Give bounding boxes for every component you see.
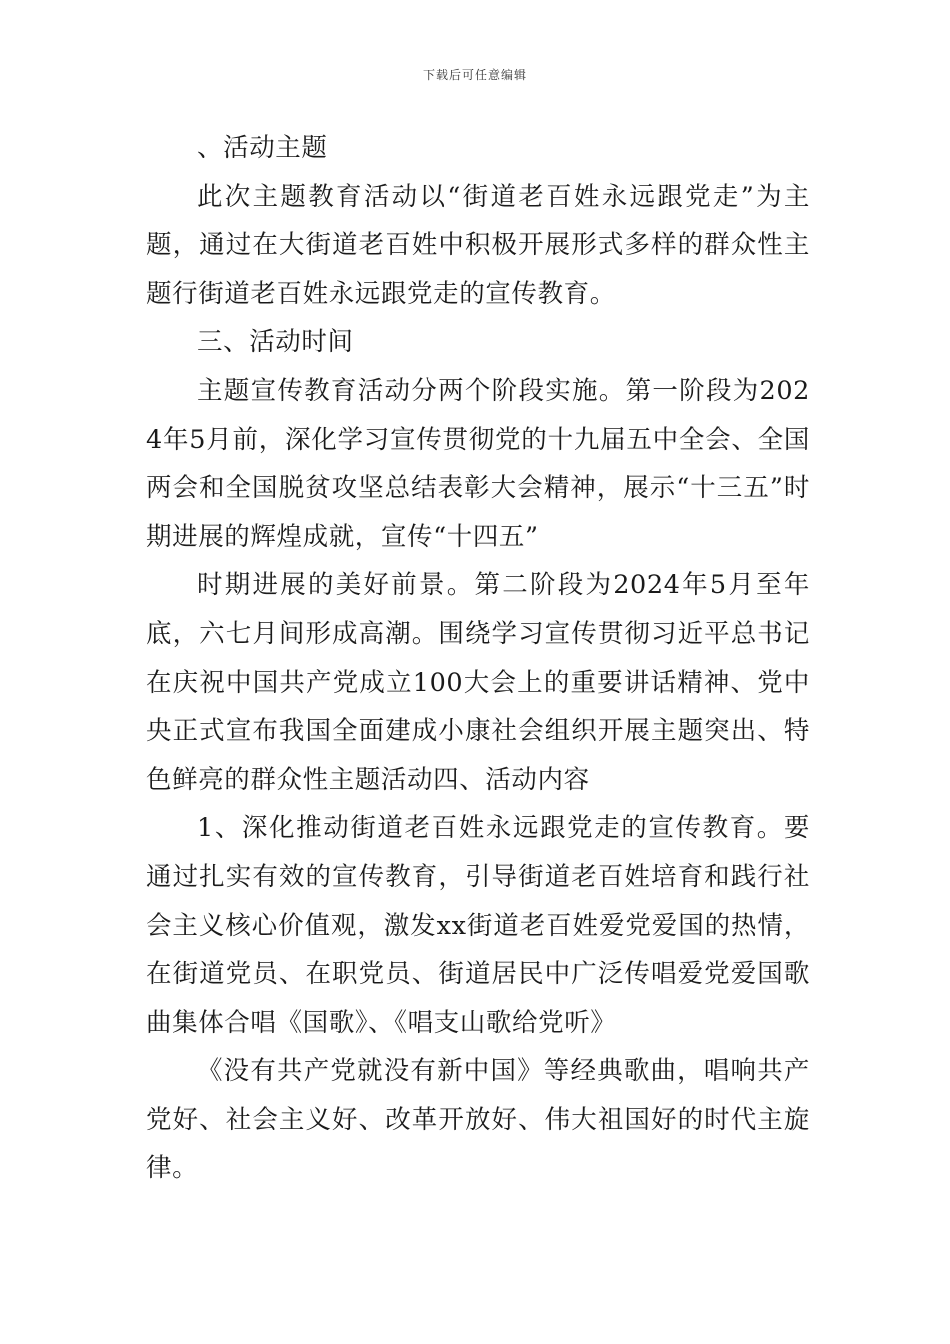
paragraph-theme: 此次主题教育活动以“街道老百姓永远跟党走”为主题，通过在大街道老百姓中积极开展形式多样的群众性主题行街道老百姓永远跟党走的宣传教育。 [146,181,810,309]
paragraph-stage-two: 时期进展的美好前景。第二阶段为2024年5月至年底，六七月间形成高潮。围绕学习宣传贯彻习近平总书记在庆祝中国共产党成立100大会上的重要讲话精神、党中央正式宣布我国全面建成小康社会组织开展主题突出、特色鲜亮的群众性主题活动四、活动内容 [146,570,810,795]
page-header-note: 下载后可任意编辑 [422,68,527,82]
document-body [146,124,810,1193]
paragraph-songs: 《没有共产党就没有新中国》等经典歌曲，唱响共产党好、社会主义好、改革开放好、伟大祖国好的时代主旋律。 [146,1056,810,1184]
paragraph-stage-one: 主题宣传教育活动分两个阶段实施。第一阶段为2024年5月前，深化学习宣传贯彻党的十九届五中全会、全国两会和全国脱贫攻坚总结表彰大会精神，展示“十三五”时期进展的辉煌成就，宣传“十四五” [146,375,810,552]
section-heading-time: 三、活动时间 [197,327,354,358]
section-heading-theme: 、活动主题 [197,133,328,163]
paragraph-content-item-1: 1、深化推动街道老百姓永远跟党走的宣传教育。要通过扎实有效的宣传教育，引导街道老百姓培育和践行社会主义核心价值观，激发xx街道老百姓爱党爱国的热情，在街道党员、在职党员、街道居民中广泛传唱爱党爱国歌曲集体合唱《国歌》、《唱支山歌给党听》 [146,813,810,1038]
